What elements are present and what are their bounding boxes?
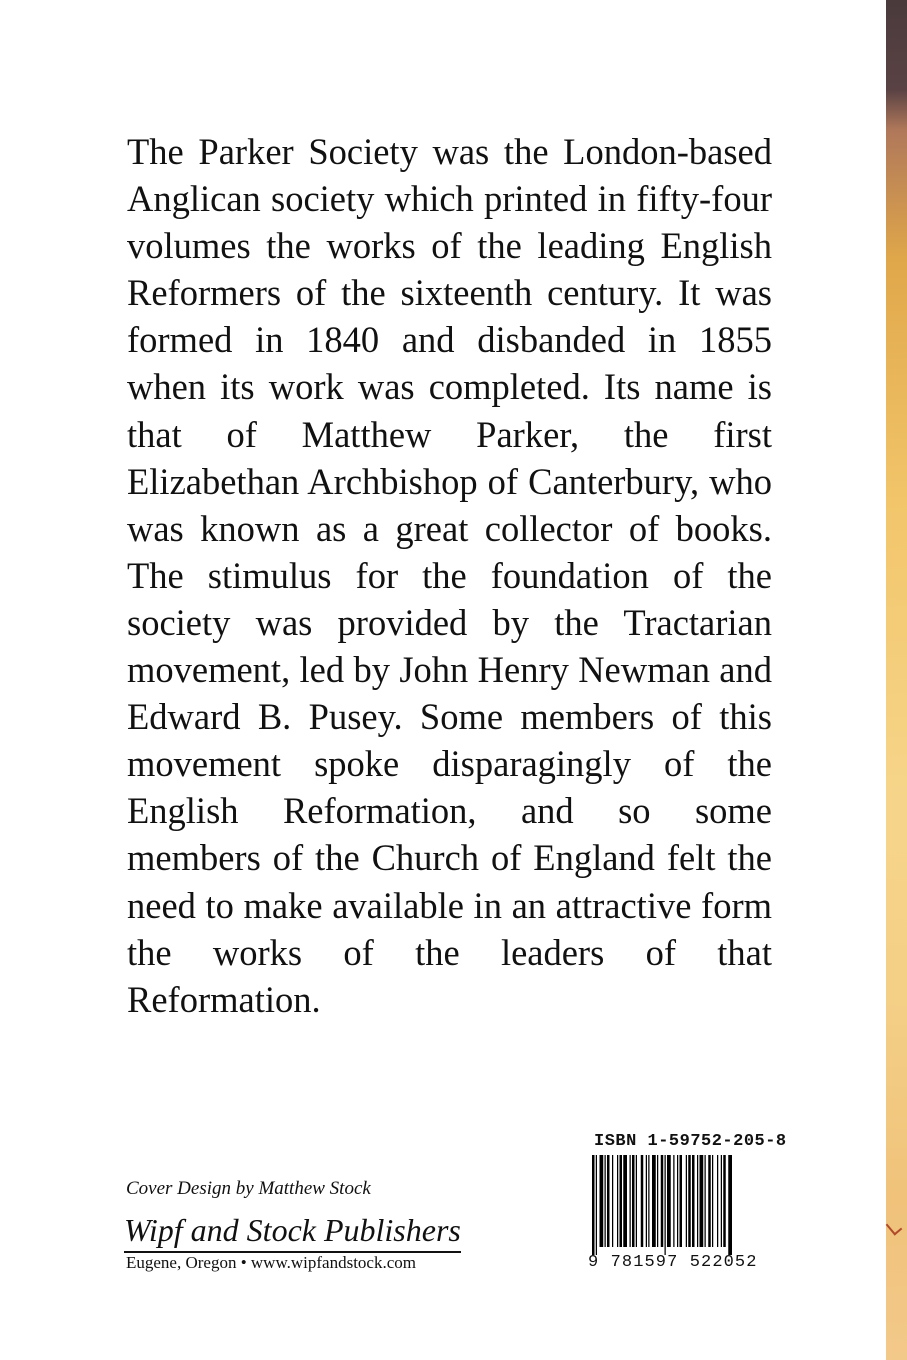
isbn-label: ISBN 1-59752-205-8 (594, 1132, 787, 1151)
spine-edge (886, 0, 907, 1360)
publisher-address: Eugene, Oregon • www.wipfandstock.com (126, 1253, 416, 1272)
cover-design-credit: Cover Design by Matthew Stock (126, 1178, 371, 1199)
barcode-digits: 9 781597 522052 (588, 1253, 758, 1272)
barcode-icon (592, 1155, 770, 1255)
back-cover-blurb: The Parker Society was the London-based Anglican society which printed in fifty-four volumes the works of the leading English Reformers of the sixteenth century. It was formed in 1840 and disbanded in 1855 when its work was completed. Its name is that of Matthew Parker, the first Elizabethan Archbishop of Canterbury, who was known as a great collector of books. The stimulus for the foundation of the society was provided by the Tractarian movement, led by John Henry Newman and Edward B. Pusey. Some members of this movement spoke disparagingly of the English Reformation, and so some members of the Church of England felt the need to make available in an attractive form the works of the leaders of that Reformation. (127, 131, 772, 1020)
publisher-name: Wipf and Stock Publishers (124, 1212, 461, 1253)
